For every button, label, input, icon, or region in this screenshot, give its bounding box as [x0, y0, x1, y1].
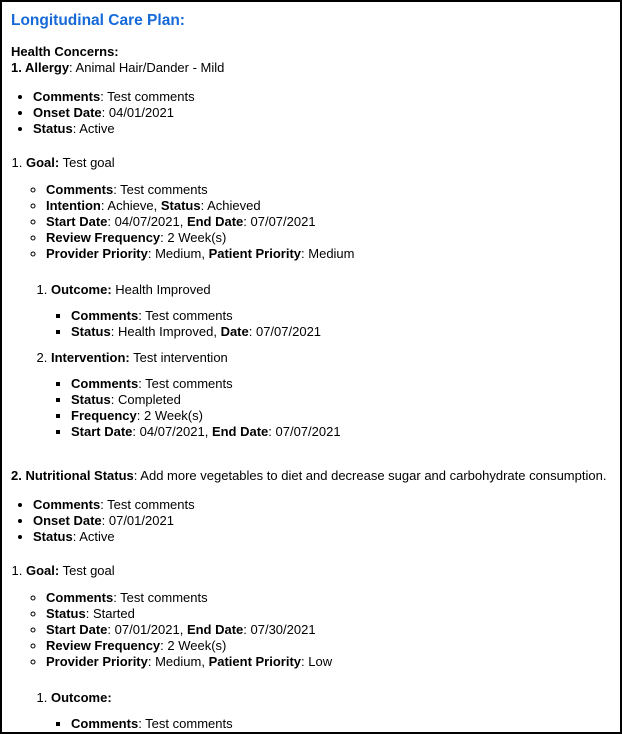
health-concerns-heading — [11, 44, 119, 59]
goal-item — [26, 155, 611, 440]
field-value: : Achieve, — [100, 198, 161, 213]
field-label: Onset Date — [33, 513, 102, 528]
field-value: : Achieved — [200, 198, 261, 213]
field-label: Start Date — [71, 424, 133, 439]
field-value: : Test comments — [113, 182, 208, 197]
field-value: : Test comments — [100, 497, 195, 512]
field-value: : Started — [85, 606, 135, 621]
goal-title — [26, 563, 115, 578]
detail-item — [33, 89, 611, 105]
outcome-title — [51, 690, 112, 705]
goal-item — [26, 563, 611, 732]
field-value: : Low — [301, 654, 333, 669]
field-value: : Active — [72, 121, 115, 136]
detail-item — [71, 408, 611, 424]
concern-1-goals-list — [11, 155, 611, 440]
field-label: Intention — [46, 198, 101, 213]
field-label: Status — [46, 606, 86, 621]
detail-item — [46, 622, 611, 638]
detail-item — [46, 590, 611, 606]
page-title: Longitudinal Care Plan: — [11, 12, 185, 29]
field-label: Intervention: — [51, 350, 130, 365]
detail-item — [46, 182, 611, 198]
field-label: Review Frequency — [46, 638, 161, 653]
outcome-item — [51, 282, 611, 340]
intervention-item — [51, 350, 611, 440]
field-label: Start Date — [46, 214, 108, 229]
field-label: 2. Nutritional Status — [11, 468, 134, 483]
detail-item — [71, 716, 611, 732]
field-value: : Test comments — [138, 716, 233, 731]
field-label: Status — [33, 529, 73, 544]
detail-item — [46, 214, 611, 230]
field-value: : 2 Week(s) — [160, 230, 227, 245]
detail-item — [71, 308, 611, 324]
field-label: Status — [71, 324, 111, 339]
field-label: End Date — [186, 214, 244, 229]
field-label: End Date — [211, 424, 269, 439]
detail-item — [33, 497, 611, 513]
field-value: : 04/07/2021, — [132, 424, 212, 439]
field-label: Provider Priority — [46, 654, 148, 669]
concern-2-header — [11, 468, 611, 484]
field-value: : 04/01/2021 — [101, 105, 174, 120]
intervention-title — [51, 350, 228, 365]
field-value: : Active — [72, 529, 115, 544]
detail-item — [33, 105, 611, 121]
field-value: Test intervention — [129, 350, 228, 365]
field-label: Patient Priority — [208, 246, 302, 261]
concern-2-goals-list — [11, 563, 611, 732]
detail-item — [71, 324, 611, 340]
field-value: : Animal Hair/Dander - Mild — [69, 60, 225, 75]
detail-item — [33, 529, 611, 545]
field-label: End Date — [186, 622, 244, 637]
field-value: : 04/07/2021, — [107, 214, 187, 229]
field-value: : 07/30/2021 — [243, 622, 316, 637]
detail-item — [71, 392, 611, 408]
detail-item — [46, 606, 611, 622]
field-value: : Completed — [110, 392, 181, 407]
field-label: Health Concerns: — [11, 44, 119, 59]
field-label: Review Frequency — [46, 230, 161, 245]
concern-1-title — [11, 60, 224, 75]
field-label: Goal: — [26, 155, 60, 170]
field-label: Start Date — [46, 622, 108, 637]
field-label: Comments — [46, 590, 114, 605]
field-value: : Medium, — [147, 246, 209, 261]
field-label: Date — [220, 324, 249, 339]
outcome-item — [51, 690, 611, 732]
field-value: : Medium — [301, 246, 355, 261]
field-label: Comments — [71, 308, 139, 323]
field-label: Onset Date — [33, 105, 102, 120]
field-value: : 2 Week(s) — [136, 408, 203, 423]
detail-item — [71, 376, 611, 392]
detail-item — [46, 638, 611, 654]
field-value: : Test comments — [113, 590, 208, 605]
field-value: : 07/07/2021 — [268, 424, 341, 439]
detail-item — [46, 230, 611, 246]
field-value: : Health Improved, — [110, 324, 221, 339]
intervention-details-list — [51, 376, 611, 440]
concern-1-details-list — [11, 89, 611, 137]
goal-details-list — [26, 182, 611, 262]
field-value: : 07/07/2021 — [243, 214, 316, 229]
field-label: Outcome: — [51, 282, 112, 297]
care-plan-document — [2, 2, 620, 732]
field-label: Comments — [71, 376, 139, 391]
goal-children-list — [26, 690, 611, 732]
outcome-title — [51, 282, 211, 297]
field-label: Status — [71, 392, 111, 407]
goal-title — [26, 155, 115, 170]
goal-children-list — [26, 282, 611, 440]
field-label: Provider Priority — [46, 246, 148, 261]
field-value: : Test comments — [100, 89, 195, 104]
field-value: : Medium, — [147, 654, 209, 669]
field-value: : Test comments — [138, 376, 233, 391]
field-label: Frequency — [71, 408, 137, 423]
field-label: Outcome: — [51, 690, 112, 705]
field-label: Comments — [33, 89, 101, 104]
field-value: : 2 Week(s) — [160, 638, 227, 653]
concern-1-header — [11, 44, 611, 76]
field-label: Comments — [71, 716, 139, 731]
field-value: : Add more vegetables to diet and decrease sugar and carbohydrate consumption. — [133, 468, 607, 483]
field-label: Status — [160, 198, 201, 213]
field-label: Comments — [46, 182, 114, 197]
field-label: Goal: — [26, 563, 60, 578]
field-value: Test goal — [59, 155, 115, 170]
field-label: Comments — [33, 497, 101, 512]
detail-item — [33, 121, 611, 137]
field-value: : 07/07/2021 — [248, 324, 322, 339]
detail-item — [33, 513, 611, 529]
detail-item — [46, 246, 611, 262]
field-label: Status — [33, 121, 73, 136]
field-value: : Test comments — [138, 308, 233, 323]
field-value: Test goal — [59, 563, 115, 578]
field-label: 1. Allergy — [11, 60, 70, 75]
concern-2-title — [11, 468, 606, 483]
field-value: : 07/01/2021, — [107, 622, 187, 637]
detail-item — [46, 654, 611, 670]
field-value: : 07/01/2021 — [101, 513, 174, 528]
detail-item — [71, 424, 611, 440]
field-value: Health Improved — [111, 282, 211, 297]
goal-details-list — [26, 590, 611, 670]
outcome-details-list — [51, 716, 611, 732]
concern-2-details-list — [11, 497, 611, 545]
detail-item — [46, 198, 611, 214]
field-label: Patient Priority — [208, 654, 302, 669]
outcome-details-list — [51, 308, 611, 340]
